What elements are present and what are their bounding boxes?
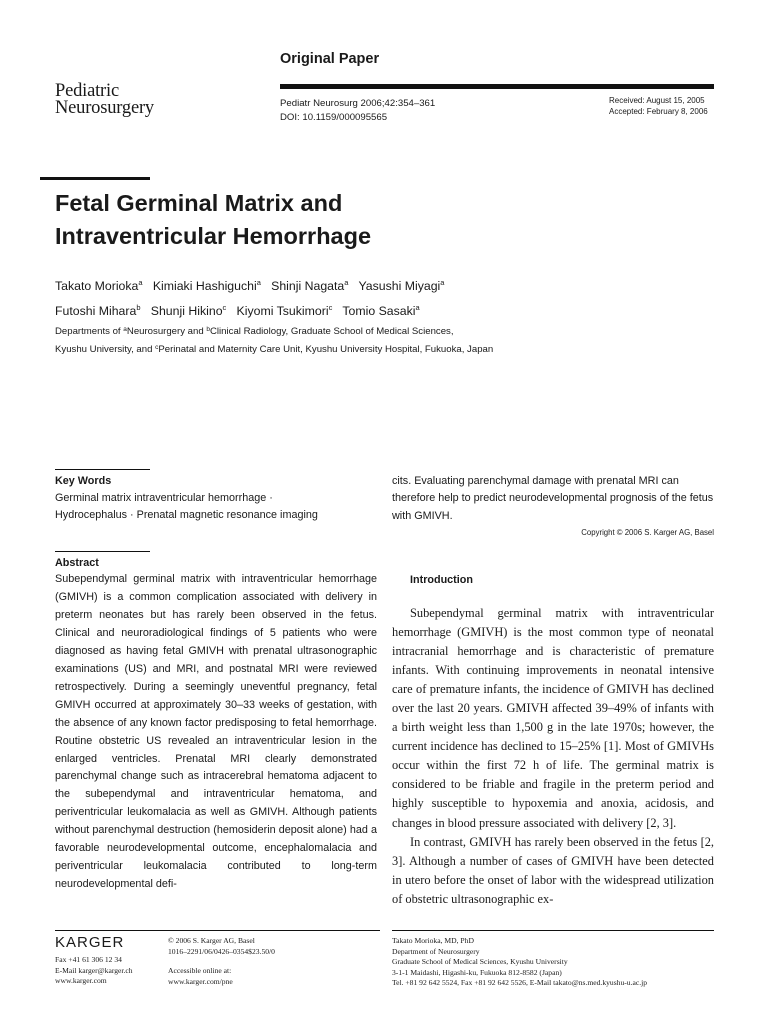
copyright-notice: Copyright © 2006 S. Karger AG, Basel (581, 528, 714, 537)
title-rule (40, 177, 150, 180)
title-line1: Fetal Germinal Matrix and (55, 190, 343, 216)
affiliations: Departments of $^a$Neurosurgery and $^b$Clinical Radiology, Graduate School of Medical Sciences, Kyushu University, and $^c$Perinatal and Maternity Care Unit, Kyushu University Hospital, Fukuoka, Japan (55, 326, 494, 355)
keywords-rule (55, 469, 150, 470)
citation-reference: Pediatr Neurosurg 2006;42:354–361 (280, 98, 436, 109)
journal-logo (55, 83, 154, 117)
received-date: Received: August 15, 2005 (609, 96, 705, 105)
correspondence-address: Takato Morioka, MD, PhD Department of Neurosurgery Graduate School of Medical Sciences, Kyushu University 3-1-1 Maidashi, Higashi-ku, Fukuoka 812-8582 (Japan) Tel. +81 92 642 5524, Fax +81 92 642 5526, E-Mail takato@ns.med.kyushu-u.ac.jp (392, 936, 722, 989)
publisher-logo: KARGER (55, 934, 125, 951)
article-type-label: Original Paper (280, 51, 380, 67)
accepted-date: Accepted: February 8, 2006 (609, 106, 708, 116)
author-row-1 (55, 272, 615, 297)
citation-block (280, 97, 435, 125)
dates-block (609, 96, 708, 117)
author: Yasushi Miyagi$^a$ (358, 278, 445, 293)
journal-name-line1: Pediatric (55, 81, 119, 101)
author: Kimiaki Hashiguchi$^a$ (152, 278, 261, 293)
online-access: Accessible online at: www.karger.com/pne (168, 966, 233, 986)
author: Kiyomi Tsukimori$^c$ (236, 303, 333, 318)
correspondence-contact: Tel. +81 92 642 5524, Fax +81 92 642 5526, E-Mail takato@ns.med.kyushu-u.ac.jp (392, 978, 648, 987)
introduction-heading: Introduction (410, 574, 473, 586)
introduction-paragraph-1: Subependymal germinal matrix with intraventricular hemorrhage (GMIVH) is the most common type of neonatal intracranial hemorrhage and is characteristic of premature infants. With continuing improvements in neonatal intensive care of premature infants, the incidence of GMIVH has declined over the last 20 years. GMIVH affected 39–49% of infants with a birth weight less than 1,500 g in the late 1970s; however, the current incidence has declined to 15–25% [1]. Most of GMIVHs occur within the first 72 h of life. The germinal matrix is considered to be friable and fragile in the preterm period and highly susceptible to hypoxemia and anoxia, acidosis, and changes in blood pressure associated with delivery [2, 3]. (392, 606, 714, 830)
journal-url[interactable]: www.karger.com/pne (168, 976, 233, 986)
author: Shinji Nagata$^a$ (271, 278, 349, 293)
title-line2: Intraventricular Hemorrhage (55, 223, 372, 249)
footer-rule-right (392, 930, 714, 931)
author-list (55, 272, 615, 322)
abstract-continuation: cits. Evaluating parenchymal damage with prenatal MRI can therefore help to predict neurodevelopmental prognosis of the fetus with GMIVH. (392, 475, 714, 522)
author: Futoshi Mihara$^b$ (55, 303, 141, 318)
article-title (55, 187, 371, 253)
publisher-contact: Fax +41 61 306 12 34 E-Mail karger@karger.ch www.karger.com (55, 955, 133, 985)
introduction-paragraph-2: In contrast, GMIVH has rarely been observed in the fetus [2, 3]. Although a number of cases of GMIVH have been detected in utero before the onset of labor with the widespread utilization of obstetric ultrasonographic ex- (392, 834, 714, 906)
keywords-heading: Key Words (55, 475, 112, 487)
keywords-list: Germinal matrix intraventricular hemorrhage · Hydrocephalus · Prenatal magnetic resonance imaging (55, 492, 318, 521)
journal-name-line2: Neurosurgery (55, 98, 154, 118)
abstract-heading: Abstract (55, 557, 99, 569)
publisher-website[interactable]: www.karger.com (55, 976, 107, 985)
author-row-2 (55, 297, 615, 322)
introduction-body (392, 604, 714, 909)
author: Shunji Hikino$^c$ (150, 303, 227, 318)
header-rule (280, 84, 714, 89)
footer-rule-left (55, 930, 380, 931)
abstract-rule (55, 551, 150, 552)
author: Tomio Sasaki$^a$ (342, 303, 420, 318)
citation-doi: DOI: 10.1159/000095565 (280, 112, 388, 123)
author: Takato Morioka$^a$ (55, 278, 143, 293)
footer-copyright: © 2006 S. Karger AG, Basel 1016–2291/06/0426–0354$23.50/0 (168, 936, 275, 956)
abstract-body: Subependymal germinal matrix with intraventricular hemorrhage (GMIVH) is a common complication associated with delivery in preterm neonates but has rarely been observed in the fetus. Clinical and neuroradiological findings of 5 patients who were diagnosed as having fetal GMIVH with prenatal ultrasonographic examinations (US) and MRI, and postnatal MRI were reviewed retrospectively. During a seemingly uneventful pregnancy, fetal GMIVH occurred at approximately 30–33 weeks of gestation, with the absence of any known factor predisposing to fetal hemorrhage. Routine obstetric US revealed an intraventricular lesion in the enlarged ventricles. Prenatal MRI clearly demonstrated parenchymal change such as intracerebral hematoma adjacent to the subependymal and intraventricular hematoma, and periventricular leukomalacia as well as GMIVH. Although patients without parenchymal destruction (hemosiderin deposit alone) had a favorable neurodevelopmental outcome, encephalomalacia and periventricular leukomalacia contributed to long-term neurodevelopmental defi- (55, 573, 377, 891)
